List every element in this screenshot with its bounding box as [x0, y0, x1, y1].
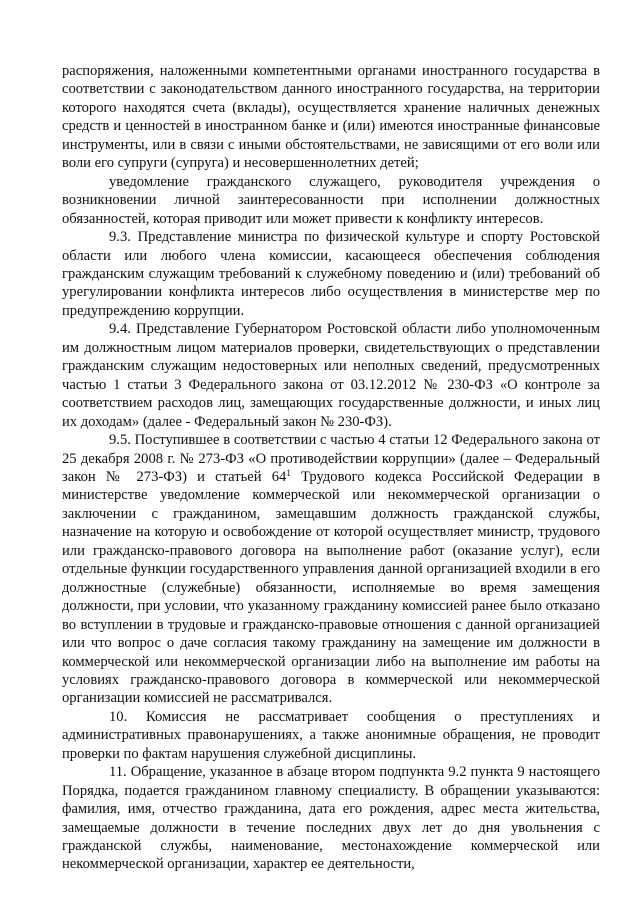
- paragraph-9-5-text-end: Трудового кодекса Российской Федерации в министерстве уведомление коммерческой или некоммерческой организации о заключении с гражданином, замещавшим должность гражданской службы, назначение на которую и освобождение от которой осуществляет министр, трудового или гражданско-правового договора на выполнение работ (оказание услуг), если отдельные функции государственного управления данной организацией входили в его должностные (служебные) обязанности, исполняемые во время замещения должности, при условии, что указанному гражданину комиссией ранее было отказано во вступлении в трудовые и гражданско-правовые отношения с данной организацией или что вопрос о даче согласия такому гражданину на замещение им должности в коммерческой или некоммерческой организации либо на выполнение им работы на условиях гражданско-правового договора в коммерческой или некоммерческой организации комиссией не рассматривался.: [62, 468, 600, 707]
- paragraph-10: 10. Комиссия не рассматривает сообщения о преступлениях и административных правонарушениях, а также анонимные обращения, не проводит проверки по фактам нарушения служебной дисциплины.: [62, 708, 600, 762]
- paragraph-11: 11. Обращение, указанное в абзаце втором подпункта 9.2 пункта 9 настоящего Порядка, подается гражданином главному специалисту. В обращении указываются: фамилия, имя, отчество гражданина, дата его рождения, адрес места жительства, замещаемые должности в течение последних двух лет до дня увольнения с гражданской службы, наименование, местонахождение коммерческой или некоммерческой организации, характер ее деятельности,: [62, 764, 600, 873]
- paragraph-continuation: распоряжения, наложенными компетентными органами иностранного государства в соответствии с законодательством данного иностранного государства, на территории которого находятся счета (вклады), осуществляется хранение наличных денежных средств и ценностей в иностранном банке и (или) имеются иностранные финансовые инструменты, или в связи с иными обстоятельствами, не зависящими от его воли или воли его супруги (супруга) и несовершеннолетних детей;: [62, 63, 600, 172]
- paragraph-9-3: 9.3. Представление министра по физической культуре и спорту Ростовской области или любого члена комиссии, касающееся обеспечения соблюдения гражданским служащим требований к служебному поведению и (или) требований об урегулировании конфликта интересов либо осуществления в министерстве мер по предупреждению коррупции.: [62, 229, 600, 319]
- superscript-one: 1: [286, 467, 291, 478]
- paragraph-9-4: 9.4. Представление Губернатором Ростовской области либо уполномоченным им должностным лицом материалов проверки, свидетельствующих о представлении гражданским служащим недостоверных или неполных сведений, предусмотренных частью 1 статьи 3 Федерального закона от 03.12.2012 № 230-ФЗ «О контроле за соответствием расходов лиц, замещающих государственные должности, и иных лиц их доходам» (далее - Федеральный закон № 230-ФЗ).: [62, 321, 600, 430]
- paragraph-9-5-text-start: 9.5. Поступившее в соответствии с частью 4 статьи 12 Федерального закона от 25 декабря 2008 г. № 273-ФЗ «О противодействии коррупции» (далее – Федеральный закон № 273-ФЗ) и статьей 64: [62, 432, 600, 485]
- paragraph-9-5: [62, 431, 600, 708]
- paragraph-notification: уведомление гражданского служащего, руководителя учреждения о возникновении личной заинтересованности при исполнении должностных обязанностей, которая приводит или может привести к конфликту интересов.: [62, 173, 600, 227]
